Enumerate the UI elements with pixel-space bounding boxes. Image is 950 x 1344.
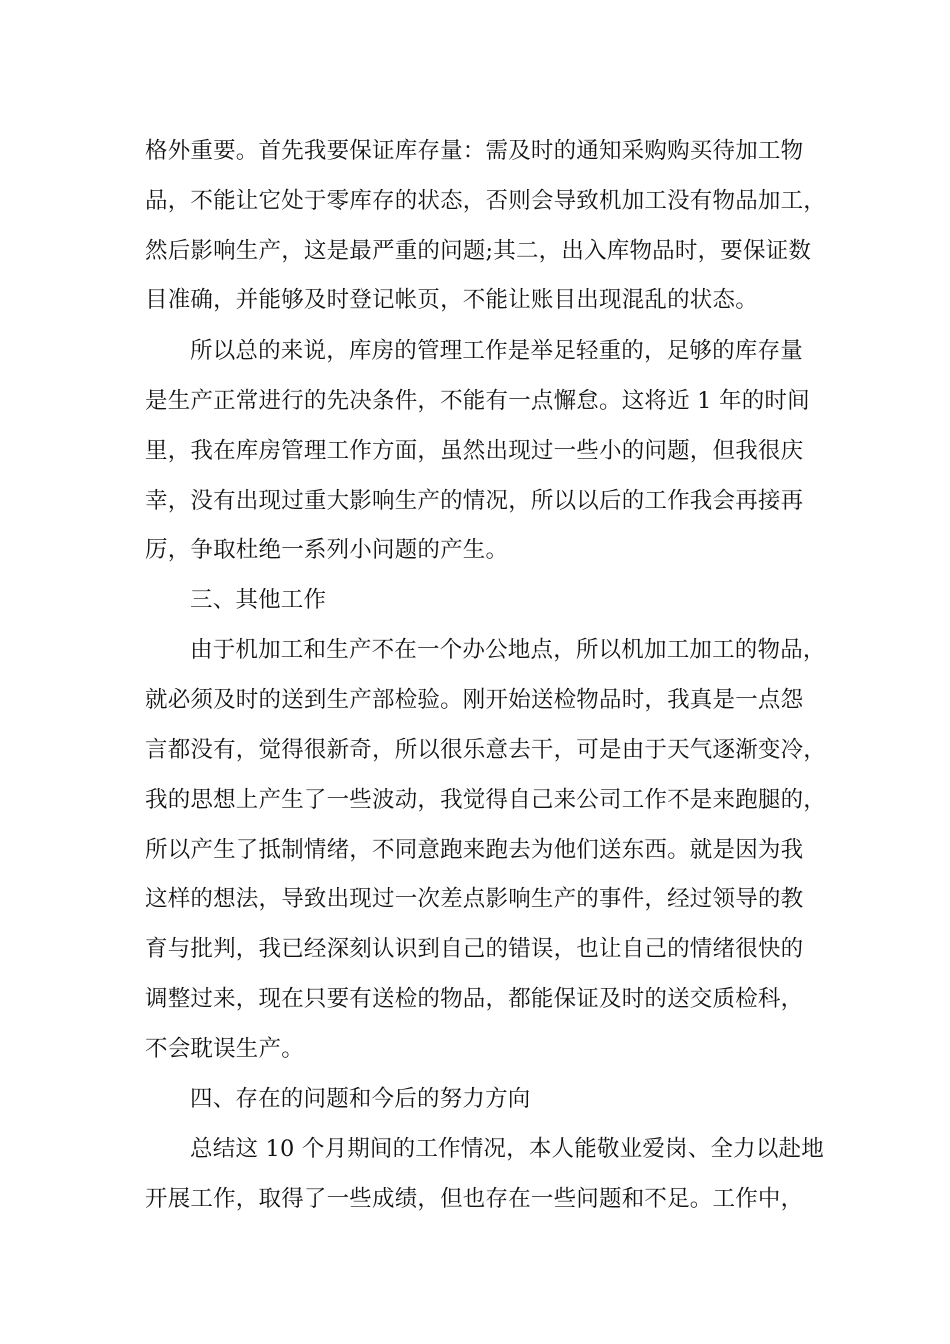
section-heading: 四、存在的问题和今后的努力方向 xyxy=(190,1086,531,1112)
paragraph-line: 由于机加工和生产不在一个办公地点，所以机加工加工的物品， xyxy=(190,637,826,663)
paragraph-line: 然后影响生产，这是最严重的问题;其二，出入库物品时，要保证数 xyxy=(145,238,812,264)
paragraph-line: 这样的想法，导致出现过一次差点影响生产的事件，经过领导的教 xyxy=(145,886,804,912)
paragraph-line: 幸，没有出现过重大影响生产的情况，所以以后的工作我会再接再 xyxy=(145,488,804,514)
paragraph-line: 调整过来，现在只要有送检的物品，都能保证及时的送交质检科， xyxy=(145,986,804,1012)
paragraph-line: 就必须及时的送到生产部检验。刚开始送检物品时，我真是一点怨 xyxy=(145,687,804,713)
paragraph-line: 里，我在库房管理工作方面，虽然出现过一些小的问题，但我很庆 xyxy=(145,438,804,464)
paragraph-line: 所以总的来说，库房的管理工作是举足轻重的，足够的库存量 xyxy=(190,338,803,364)
paragraph-line: 开展工作，取得了一些成绩，但也存在一些问题和不足。工作中， xyxy=(145,1186,804,1212)
paragraph-line: 厉，争取杜绝一系列小问题的产生。 xyxy=(145,537,509,563)
paragraph-line: 目准确，并能够及时登记帐页，不能让账目出现混乱的状态。 xyxy=(145,287,758,313)
paragraph-line: 所以产生了抵制情绪，不同意跑来跑去为他们送东西。就是因为我 xyxy=(145,837,804,863)
paragraph-line: 格外重要。首先我要保证库存量：需及时的通知采购购买待加工物 xyxy=(145,138,804,164)
paragraph-line: 是生产正常进行的先决条件，不能有一点懈怠。这将近 1 年的时间 xyxy=(145,388,810,414)
paragraph-line: 品，不能让它处于零库存的状态，否则会导致机加工没有物品加工， xyxy=(145,188,827,214)
paragraph-line: 我的思想上产生了一些波动，我觉得自己来公司工作不是来跑腿的， xyxy=(145,787,827,813)
paragraph-line: 总结这 10 个月期间的工作情况，本人能敬业爱岗、全力以赴地 xyxy=(190,1136,824,1162)
paragraph-line: 言都没有，觉得很新奇，所以很乐意去干，可是由于天气逐渐变冷， xyxy=(145,737,827,763)
paragraph-line: 育与批判，我已经深刻认识到自己的错误，也让自己的情绪很快的 xyxy=(145,936,804,962)
section-heading: 三、其他工作 xyxy=(190,587,327,613)
paragraph-line: 不会耽误生产。 xyxy=(145,1036,304,1062)
